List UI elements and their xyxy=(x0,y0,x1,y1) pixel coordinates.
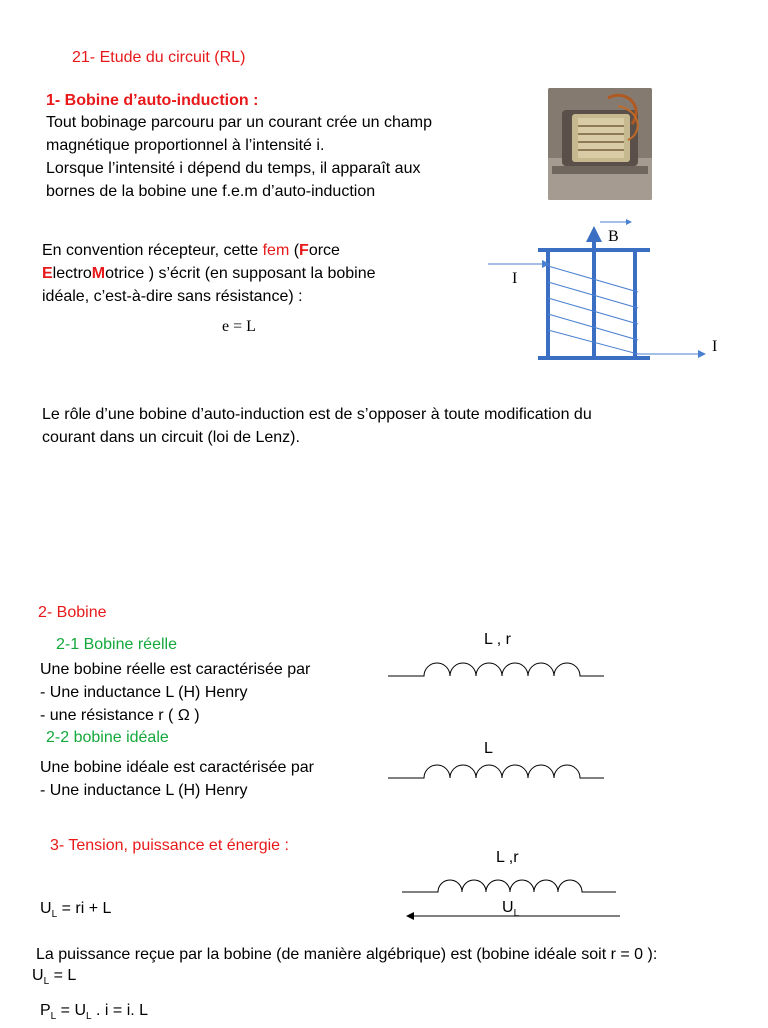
section1-line: Tout bobinage parcouru par un courant crée un champ xyxy=(46,114,433,131)
real-coil-line: Une bobine réelle est caractérisée par xyxy=(40,661,311,678)
section1-line: magnétique proportionnel à l’intensité i. xyxy=(46,137,325,154)
letter-F: F xyxy=(299,242,309,259)
coil2-label: L xyxy=(484,740,493,757)
inductor-symbol xyxy=(386,654,606,680)
letter-E: E xyxy=(42,265,53,282)
lenz-line: courant dans un circuit (loi de Lenz). xyxy=(42,429,300,446)
convention-line-2: ElectroMotrice ) s’écrit (en supposant la bobine xyxy=(42,265,376,282)
convention-line-1: En convention récepteur, cette fem (Force xyxy=(42,242,340,259)
coil-diagram xyxy=(480,210,730,370)
section1-heading: 1- Bobine d’auto-induction : xyxy=(46,92,259,109)
section3-heading: 3- Tension, puissance et énergie : xyxy=(50,837,289,854)
label-I-right: I xyxy=(712,338,718,355)
section1-line: bornes de la bobine une f.e.m d’auto-induction xyxy=(46,183,376,200)
convention-line-3: idéale, c’est-à-dire sans résistance) : xyxy=(42,288,303,305)
real-coil-line: - une résistance r ( Ω ) xyxy=(40,707,200,724)
page-title: 21- Etude du circuit (RL) xyxy=(72,49,246,66)
sub-heading-ideal-coil: 2-2 bobine idéale xyxy=(46,729,169,746)
power-equation: $P_L = U_L$ . i = i. L xyxy=(40,1002,149,1022)
emf-formula: e = L xyxy=(222,318,256,335)
inductor-symbol xyxy=(386,760,606,786)
coil-photo xyxy=(548,88,652,200)
letter-M: M xyxy=(91,265,106,282)
section2-heading: 2- Bobine xyxy=(38,604,107,621)
fem-word: fem xyxy=(262,242,290,259)
lenz-line: Le rôle d’une bobine d’auto-induction est de s’opposer à toute modification du xyxy=(42,406,592,423)
label-I-left: I xyxy=(512,270,518,287)
voltage-equation: $U_L$ = ri + L xyxy=(40,900,112,920)
ideal-voltage-equation: $U_L = L$ xyxy=(32,967,77,987)
ul-arrow-label: $U_L$ xyxy=(502,899,520,919)
power-description: La puissance reçue par la bobine (de manière algébrique) est (bobine idéale soit r = 0 ): xyxy=(36,946,658,963)
ideal-coil-line: Une bobine idéale est caractérisée par xyxy=(40,759,314,776)
real-coil-line: - Une inductance L (H) Henry xyxy=(40,684,248,701)
sub-heading-real-coil: 2-1 Bobine réelle xyxy=(56,636,177,653)
coil1-label: L , r xyxy=(484,631,511,648)
label-B: B xyxy=(608,228,619,245)
coil3-label: L ,r xyxy=(496,849,519,866)
ideal-coil-line: - Une inductance L (H) Henry xyxy=(40,782,248,799)
section1-line: Lorsque l’intensité i dépend du temps, il apparaît aux xyxy=(46,160,421,177)
